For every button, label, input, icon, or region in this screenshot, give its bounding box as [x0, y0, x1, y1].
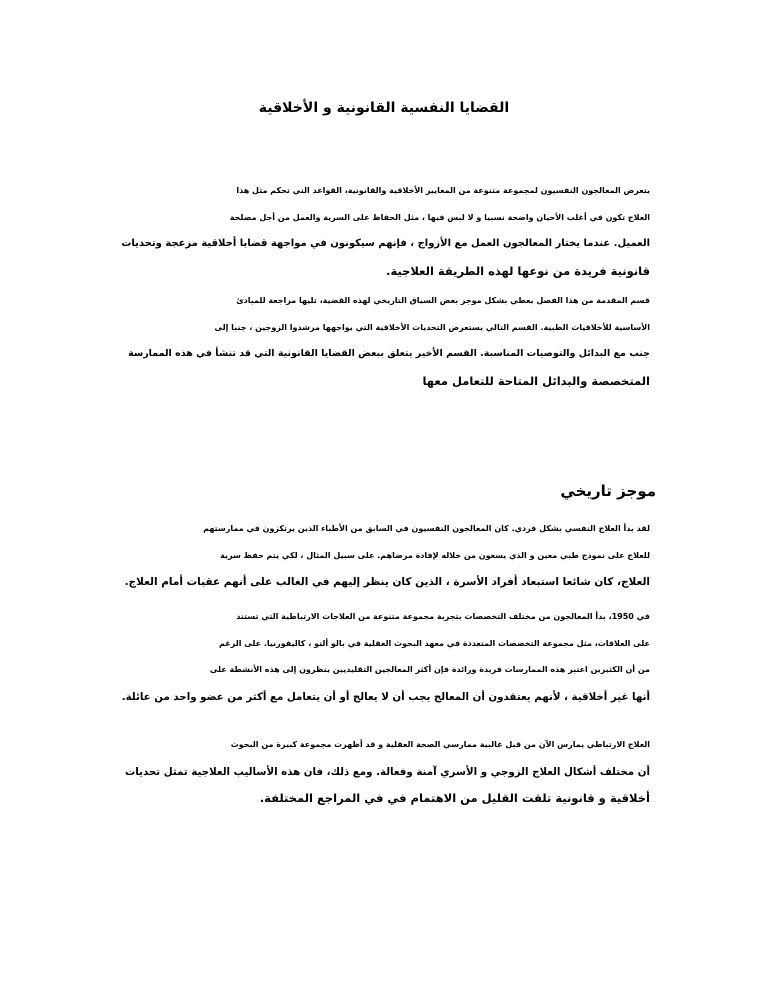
paragraph-line: قسم المقدمة من هذا الفصل يعطي بشكل موجز بعض السياق التاريخي لهذه القضية، تليها مراجعة للمبادئ	[236, 296, 650, 305]
paragraph-line: المتخصصة والبدائل المتاحة للتعامل معها	[422, 373, 650, 388]
paragraph-chapter-overview	[128, 288, 650, 394]
paragraph-line: أنها غير أخلاقية ، لأنهم يعتقدون أن المعالج يجب أن لا يعالج أو أن يتعامل مع أكثر من عضو واحد من عائلة.	[121, 690, 650, 703]
paragraph-line: لقد بدأ العلاج النفسي بشكل فردي. كان المعالجون النفسيون في السابق من الأطباء الذين يرتكزون في ممارستهم	[203, 524, 650, 533]
paragraph-line: للعلاج على نموذج طبي معين و الذي يسعون من خلاله لإفادة مرضاهم. على سبيل المثال ، لكي يتم حفظ سرية	[220, 550, 650, 560]
paragraph-intro-ethics	[121, 178, 650, 284]
paragraph-line: العلاج، كان شائعا استبعاد أفراد الأسرة ، الذين كان ينظر إليهم في الغالب على أنهم عقبات أمام العلاج.	[124, 576, 650, 588]
paragraph-line: جنب مع البدائل والتوصيات المناسبة. القسم الأخير يتعلق ببعض القضايا القانونية التي قد تنشأ في هذه الممارسة	[128, 348, 650, 359]
paragraph-relational-therapy	[125, 732, 650, 812]
paragraph-line: في 1950، بدأ المعالجون من مختلف التخصصات بتجربة مجموعة متنوعة من العلاجات الارتباطية التي تستند	[236, 612, 650, 621]
paragraph-line: من أن الكثيرين اعتبر هذه الممارسات فريدة ورائدة فإن أكثر المعالجين التقليديين ينظرون إلى هذه الأنشطة على	[209, 665, 650, 674]
paragraph-line: العلاج تكون في أغلب الأحيان واضحة نسبيا و لا لبس فيها ، مثل الحفاظ على السرية والعمل من أجل مصلحة	[229, 212, 650, 222]
paragraph-line: قانونية فريدة من نوعها لهذه الطريقة العلاجية.	[386, 263, 650, 278]
paragraph-line: أخلاقية و قانونية تلقت القليل من الاهتمام في في المراجع المختلفة.	[259, 791, 650, 805]
paragraph-history-1950	[122, 604, 650, 710]
section-heading-history: موجز تاريخي	[560, 482, 656, 500]
paragraph-line: العلاج الارتباطي يمارس الآن من قبل غالبية ممارسي الصحة العقلية و قد أظهرت مجموعة كبيرة من البحوث	[230, 740, 650, 749]
paragraph-line: العميل. عندما يختار المعالجون العمل مع الأزواج ، فإنهم سيكونون في مواجهة قضايا أخلاقية مزعجة وتحديات	[121, 238, 650, 249]
paragraph-history-individual	[125, 516, 650, 596]
paragraph-line: أن مختلف أشكال العلاج الزوجي و الأسري آمنة وفعالة. ومع ذلك، فان هذه الأساليب العلاجية تمثل تحديات	[125, 765, 650, 778]
paragraph-line: يتعرض المعالجون النفسيون لمجموعة متنوعة من المعايير الأخلاقية والقانونية، القواعد التي تحكم مثل هذا	[236, 186, 650, 195]
document-title: القضايا النفسية القانونية و الأخلاقية	[258, 100, 510, 116]
paragraph-line: على العلاقات، مثل مجموعة التخصصات المتعددة في معهد البحوث العقلية في بالو ألتو ، كاليفورنيا. على الرغم	[218, 638, 650, 648]
paragraph-line: الأساسية للأخلاقيات الطبية. القسم التالي يستعرض التحديات الأخلاقية التي يواجهها مرشدوا الزوجين ، جنبا إلى	[214, 322, 650, 332]
